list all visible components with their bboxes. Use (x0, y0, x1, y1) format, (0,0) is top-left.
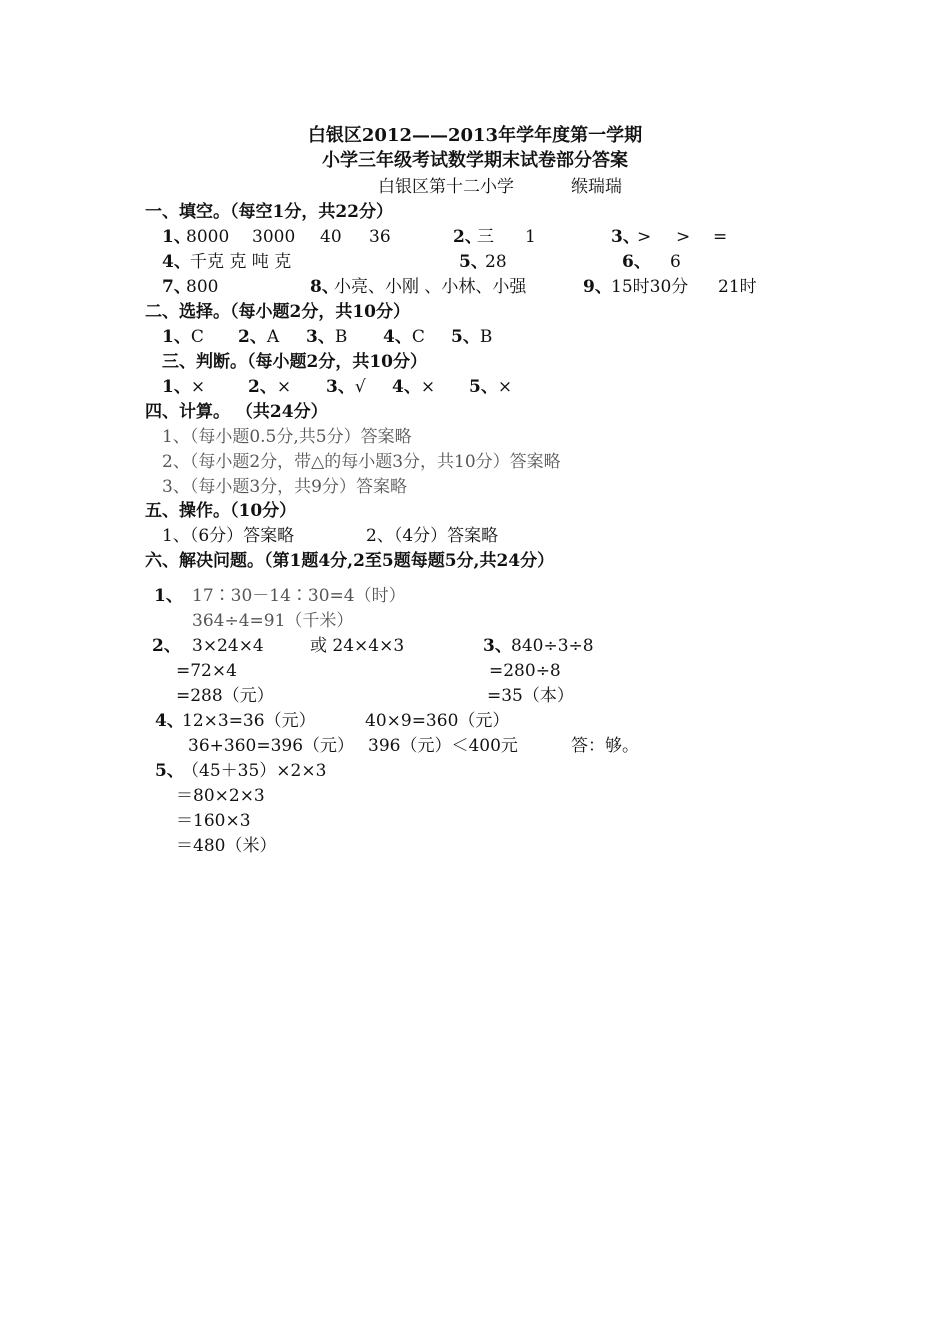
s6-q2-number: 2、 (152, 636, 181, 656)
s1-q9-number: 9、 (583, 277, 612, 297)
section-3-heading: 三、判断。（每小题2分，共10分） (162, 352, 427, 372)
s6-q1-step-2: 364÷4=91（千米） (192, 611, 354, 631)
s6-q5-step-4: ＝480（米） (176, 836, 277, 856)
s6-q4-comparison: 396（元）＜400元 (368, 736, 518, 756)
s2-item-2-number: 2、 (238, 327, 267, 347)
s3-item-3-number: 3、 (326, 377, 355, 397)
s1-q9-answer-a: 15时30分 (611, 277, 689, 297)
s1-q6-answer: 6 (670, 252, 681, 272)
author-name: 缑瑞瑞 (571, 177, 622, 197)
s1-q8-number: 8、 (310, 277, 339, 297)
s4-line-3: 3、（每小题3分，共9分）答案略 (162, 477, 407, 497)
s1-q1-answer-b: 3000 (252, 227, 296, 247)
s2-item-1 (162, 326, 204, 348)
s6-q5-step-3: ＝160×3 (176, 811, 251, 831)
s1-q8-answer: 小亮、小刚 、小林、小强 (334, 277, 527, 297)
s6-q4-step-2: 40×9=360（元） (365, 711, 510, 731)
s2-item-3-value: B (334, 327, 348, 347)
s6-q1-step-1: 17∶30－14∶30=4（时） (192, 586, 406, 606)
s1-q7-answer: 800 (186, 277, 219, 297)
s1-q1-answer-d: 36 (369, 227, 391, 247)
s1-q3-answer-c: = (713, 227, 728, 247)
school-name: 白银区第十二小学 (378, 177, 514, 197)
s1-q4-number: 4、 (162, 252, 191, 272)
s1-q1-number: 1、 (162, 227, 191, 247)
s2-item-4-value: C (411, 327, 425, 347)
s2-item-5 (451, 326, 492, 348)
s6-q4-number: 4、 (155, 711, 184, 731)
s3-item-2 (248, 376, 291, 398)
s1-q3-answer-b: > (676, 227, 691, 247)
s2-item-3 (306, 326, 347, 348)
s1-q2-answer-a: 三 (477, 227, 494, 247)
s1-q2-number: 2、 (453, 227, 482, 247)
s2-item-2 (238, 326, 279, 348)
s6-q5-step-1: （45＋35）×2×3 (182, 761, 327, 781)
s5-item-2: 2、（4分）答案略 (366, 526, 499, 546)
s6-q2-alternative: 或 24×4×3 (310, 636, 405, 656)
s2-item-1-number: 1、 (162, 327, 191, 347)
s1-q1-answer-c: 40 (320, 227, 342, 247)
s6-q5-number: 5、 (155, 761, 184, 781)
s3-item-2-number: 2、 (248, 377, 277, 397)
s1-q7-number: 7、 (162, 277, 191, 297)
s2-item-4 (383, 326, 425, 348)
s5-item-1: 1、（6分）答案略 (162, 526, 295, 546)
s6-q4-conclusion: 答：够。 (571, 736, 639, 756)
s3-item-3-value: √ (354, 377, 366, 397)
section-1-heading: 一、填空。（每空1分，共22分） (145, 202, 393, 222)
s3-item-1-value: × (190, 377, 206, 397)
s1-q6-number: 6、 (622, 252, 651, 272)
s3-item-4-value: × (420, 377, 436, 397)
s1-q3-answer-a: > (637, 227, 652, 247)
s3-item-4 (392, 376, 435, 398)
s1-q4-answer: 千克 克 吨 克 (190, 252, 292, 272)
s1-q5-number: 5、 (459, 252, 488, 272)
s3-item-4-number: 4、 (392, 377, 421, 397)
s6-q2-step-3: =288（元） (176, 686, 274, 706)
s6-q3-step-2: =280÷8 (489, 661, 561, 681)
s4-line-2: 2、（每小题2分，带△的每小题3分，共10分）答案略 (162, 452, 561, 472)
s3-item-5-value: × (497, 377, 513, 397)
s2-item-1-value: C (190, 327, 204, 347)
s6-q3-step-3: =35（本） (487, 686, 574, 706)
section-4-heading: 四、计算。 （共24分） (145, 402, 328, 422)
section-2-heading: 二、选择。（每小题2分，共10分） (145, 302, 410, 322)
s2-item-5-number: 5、 (451, 327, 480, 347)
s3-item-5-number: 5、 (469, 377, 498, 397)
s1-q2-answer-b: 1 (525, 227, 536, 247)
s2-item-2-value: A (266, 327, 280, 347)
s1-q5-answer: 28 (485, 252, 507, 272)
s1-q3-number: 3、 (611, 227, 640, 247)
s2-item-3-number: 3、 (306, 327, 335, 347)
s2-item-4-number: 4、 (383, 327, 412, 347)
s6-q3-number: 3、 (483, 636, 512, 656)
title-line-1: 白银区2012——2013年学年度第一学期 (307, 125, 643, 146)
s3-item-3 (326, 376, 366, 398)
s6-q2-step-1: 3×24×4 (192, 636, 264, 656)
section-6-heading: 六、解决问题。（第1题4分,2至5题每题5分,共24分） (145, 551, 555, 571)
s1-q9-answer-b: 21时 (718, 277, 757, 297)
s6-q2-step-2: =72×4 (176, 661, 237, 681)
s6-q5-step-2: ＝80×2×3 (176, 786, 265, 806)
s3-item-1 (162, 376, 205, 398)
title-line-2: 小学三年级考试数学期末试卷部分答案 (322, 150, 628, 171)
s6-q4-step-1: 12×3=36（元） (182, 711, 316, 731)
s3-item-5 (469, 376, 512, 398)
s1-q1-answer-a: 8000 (186, 227, 230, 247)
s6-q1-number: 1、 (154, 586, 183, 606)
s4-line-1: 1、（每小题0.5分,共5分）答案略 (162, 427, 412, 447)
section-5-heading: 五、操作。（10分） (145, 501, 297, 521)
s3-item-1-number: 1、 (162, 377, 191, 397)
s2-item-5-value: B (479, 327, 493, 347)
s6-q4-step-3: 36+360=396（元） (188, 736, 355, 756)
s6-q3-step-1: 840÷3÷8 (511, 636, 594, 656)
s3-item-2-value: × (276, 377, 292, 397)
